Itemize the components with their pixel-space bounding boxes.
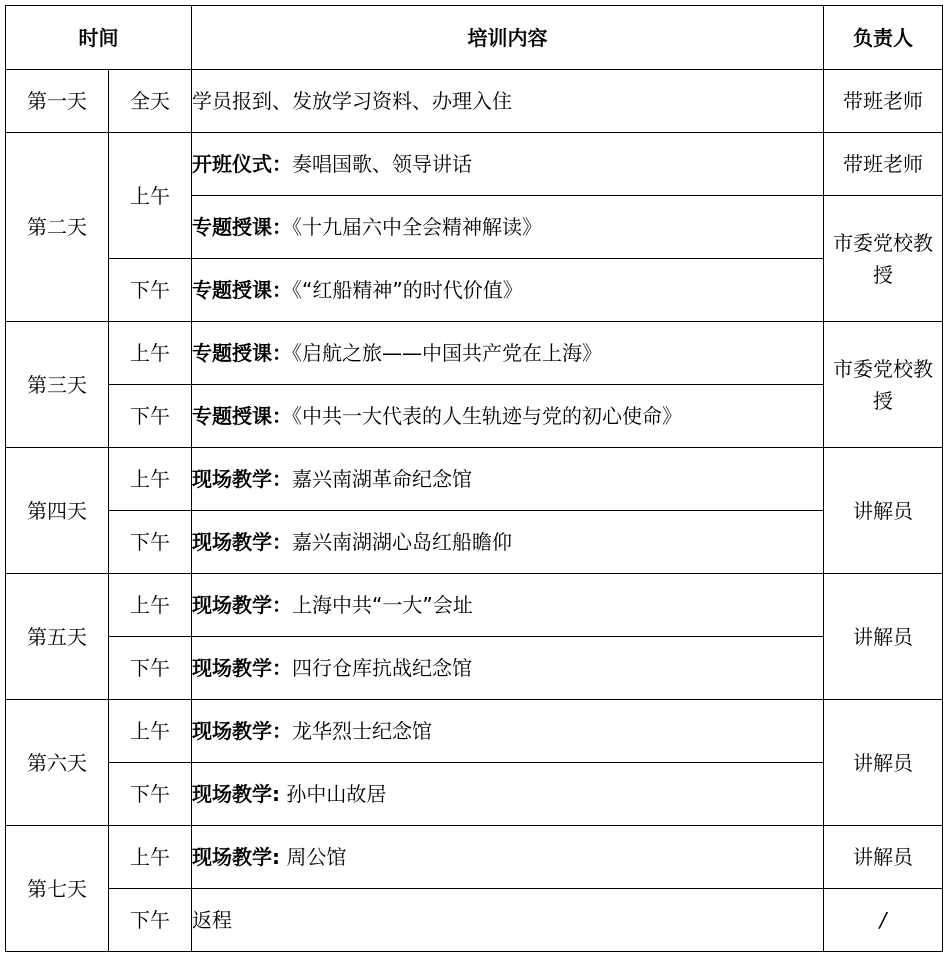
- content-cell: [192, 889, 824, 952]
- content-cell: [192, 70, 824, 133]
- table-row: [6, 448, 943, 511]
- period-cell: 下午: [109, 259, 192, 322]
- table-row: [6, 322, 943, 385]
- content-cell: [192, 259, 824, 322]
- topic-label: 专题授课：: [192, 404, 292, 428]
- table-row: [6, 385, 943, 448]
- period-cell: 上午: [109, 700, 192, 763]
- period-cell: 下午: [109, 511, 192, 574]
- content-text: 《中共一大代表的人生轨迹与党的初心使命》: [292, 404, 682, 428]
- table-row: [6, 763, 943, 826]
- training-schedule-table: [5, 5, 943, 952]
- person-cell: [824, 322, 943, 448]
- table-row: [6, 133, 943, 196]
- topic-label: 现场教学：: [192, 656, 292, 680]
- period-cell: 上午: [109, 574, 192, 637]
- content-text: 嘉兴南湖革命纪念馆: [292, 467, 472, 491]
- person-text: 市委党校教授: [833, 230, 933, 287]
- person-text: 市委党校教授: [833, 356, 933, 413]
- content-text: 奏唱国歌、领导讲话: [292, 152, 472, 176]
- period-cell: 上午: [109, 133, 192, 259]
- content-cell: [192, 826, 824, 889]
- person-cell: 讲解员: [824, 574, 943, 700]
- topic-label: 专题授课：: [192, 278, 292, 302]
- period-cell: 下午: [109, 889, 192, 952]
- content-cell: [192, 574, 824, 637]
- topic-label: 现场教学:: [192, 845, 280, 869]
- header-time: 时间: [6, 6, 192, 70]
- day-cell: 第一天: [6, 70, 109, 133]
- content-cell: [192, 511, 824, 574]
- table-row: [6, 70, 943, 133]
- header-person: 负责人: [824, 6, 943, 70]
- period-cell: 上午: [109, 448, 192, 511]
- topic-label: 现场教学：: [192, 467, 292, 491]
- content-text: 学员报到、发放学习资料、办理入住: [192, 89, 512, 113]
- person-cell: 带班老师: [824, 70, 943, 133]
- topic-label: 开班仪式：: [192, 152, 292, 176]
- table-row: [6, 700, 943, 763]
- day-cell: 第五天: [6, 574, 109, 700]
- period-cell: 下午: [109, 385, 192, 448]
- period-cell: 上午: [109, 322, 192, 385]
- header-content: 培训内容: [192, 6, 824, 70]
- day-cell: 第二天: [6, 133, 109, 322]
- table-row: [6, 889, 943, 952]
- day-cell: 第七天: [6, 826, 109, 952]
- period-cell: 下午: [109, 763, 192, 826]
- content-cell: [192, 448, 824, 511]
- person-cell: [824, 196, 943, 322]
- table-row: [6, 574, 943, 637]
- content-cell: [192, 700, 824, 763]
- period-cell: 全天: [109, 70, 192, 133]
- content-text: 《“红船精神”的时代价值》: [292, 278, 523, 302]
- content-text: 《启航之旅——中国共产党在上海》: [292, 341, 602, 365]
- period-cell: 下午: [109, 637, 192, 700]
- content-cell: [192, 385, 824, 448]
- topic-label: 现场教学：: [192, 530, 292, 554]
- person-cell: /: [824, 889, 943, 952]
- person-cell: 讲解员: [824, 700, 943, 826]
- person-cell: 带班老师: [824, 133, 943, 196]
- day-cell: 第三天: [6, 322, 109, 448]
- person-cell: 讲解员: [824, 448, 943, 574]
- day-cell: 第六天: [6, 700, 109, 826]
- header-row: [6, 6, 943, 70]
- content-text: 上海中共“一大”会址: [292, 593, 473, 617]
- content-cell: [192, 763, 824, 826]
- topic-label: 现场教学：: [192, 719, 292, 743]
- content-text: 返程: [192, 908, 232, 932]
- content-text: 嘉兴南湖湖心岛红船瞻仰: [292, 530, 512, 554]
- content-text: 周公馆: [286, 845, 347, 869]
- topic-label: 现场教学：: [192, 593, 292, 617]
- table-row: [6, 637, 943, 700]
- day-cell: 第四天: [6, 448, 109, 574]
- content-text: 孙中山故居: [286, 782, 387, 806]
- topic-label: 专题授课：: [192, 341, 292, 365]
- topic-label: 现场教学:: [192, 782, 280, 806]
- content-cell: [192, 196, 824, 259]
- person-cell: 讲解员: [824, 826, 943, 889]
- content-cell: [192, 637, 824, 700]
- table-row: [6, 826, 943, 889]
- period-cell: 上午: [109, 826, 192, 889]
- table-row: [6, 259, 943, 322]
- content-text: 四行仓库抗战纪念馆: [292, 656, 472, 680]
- content-text: 《十九届六中全会精神解读》: [292, 215, 542, 239]
- content-cell: [192, 322, 824, 385]
- content-cell: [192, 133, 824, 196]
- content-text: 龙华烈士纪念馆: [292, 719, 432, 743]
- topic-label: 专题授课：: [192, 215, 292, 239]
- table-row: [6, 511, 943, 574]
